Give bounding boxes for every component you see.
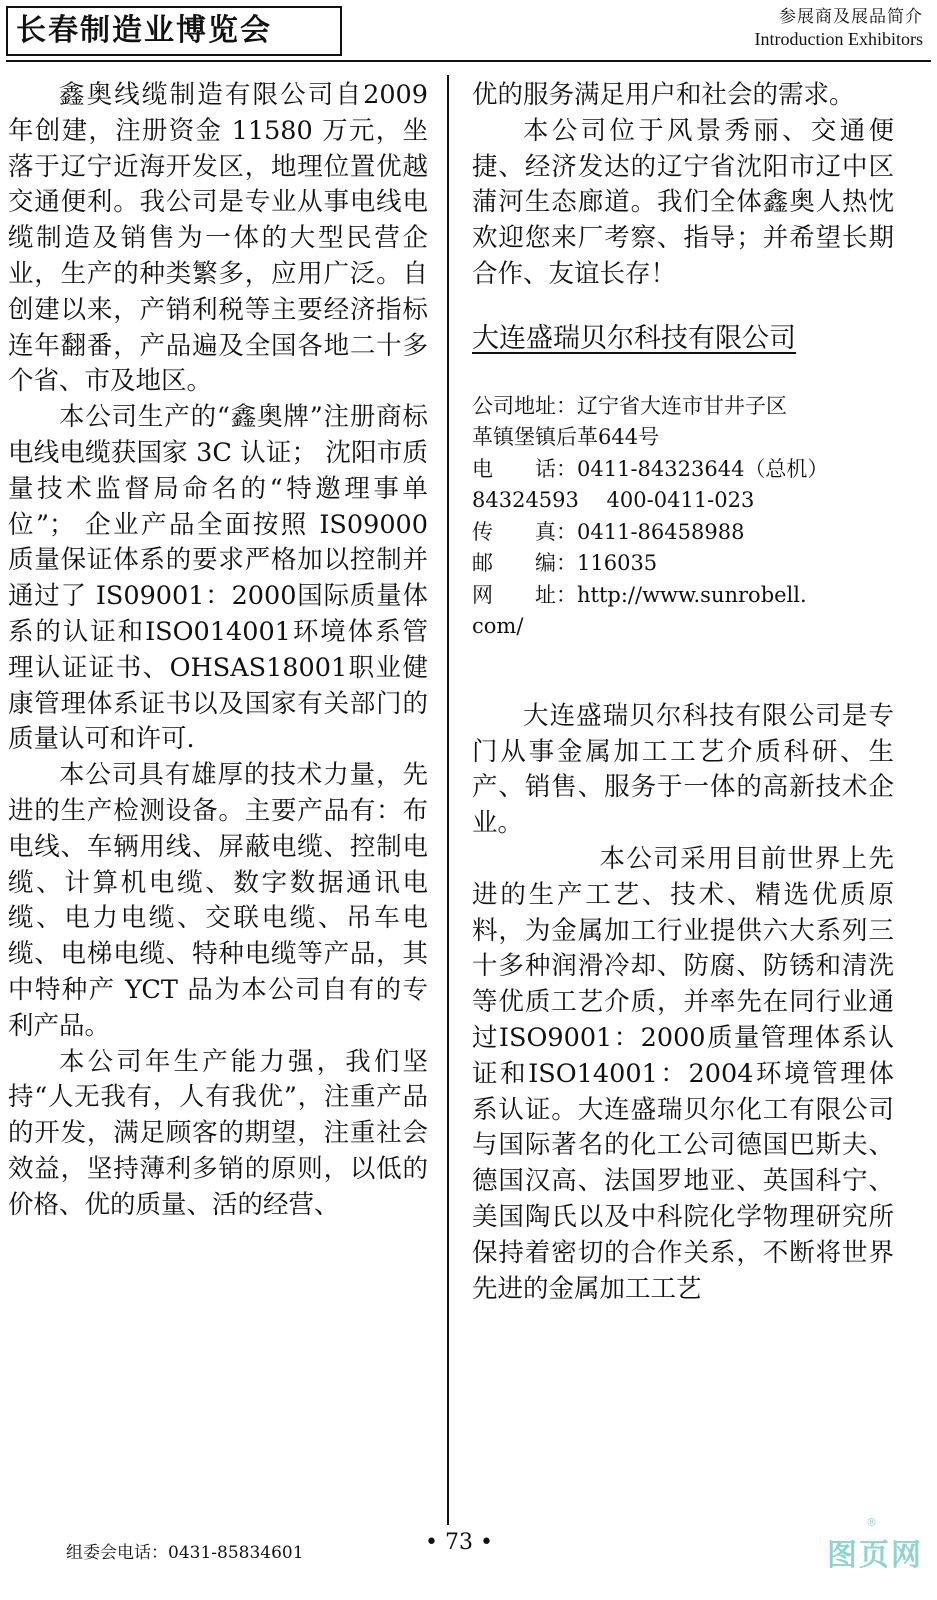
section-label-en: Introduction Exhibitors xyxy=(754,29,923,49)
contact-website-cont: com/ xyxy=(472,614,524,639)
paragraph-continuation: 优的服务满足用户和社会的需求。 xyxy=(472,80,855,110)
contact-block xyxy=(472,391,894,643)
paragraph: 本公司年生产能力强，我们坚持“人无我有，人有我优”，注重产品的开发，满足顾客的期望，注重社会效益，坚持薄利多销的原则，以低的价格、优的质量、活的经营、 xyxy=(8,1046,428,1220)
header-rule xyxy=(6,60,931,62)
column-divider xyxy=(447,75,449,1525)
contact-phone-cont: 84324593 400-0411-023 xyxy=(472,488,755,513)
registered-mark: ® xyxy=(866,1516,877,1529)
paragraph: 本公司具有雄厚的技术力量，先进的生产检测设备。主要产品有：布电线、车辆用线、屏蔽电缆、控制电缆、计算机电缆、数字数据通讯电缆、电力电缆、交联电缆、吊车电缆、电梯电缆、特种电缆等产品，其中特种产 YCT 品为本公司自有的专利产品。 xyxy=(8,760,428,1041)
contact-website: 网 址：http://www.sunrobell. xyxy=(472,582,807,607)
organizer-phone: 组委会电话：0431-85834601 xyxy=(66,1543,304,1563)
left-column xyxy=(8,78,428,1224)
contact-postcode: 邮 编：116035 xyxy=(472,551,658,576)
paragraph: 本公司采用目前世界上先进的生产工艺、技术、精选优质原料，为金属加工行业提供六大系列三十多种润滑冷却、防腐、防锈和清洗等优质工艺介质，并率先在同行业通过ISO9001：2000质量管理体系认证和ISO14001：2004环境管理体系认证。大连盛瑞贝尔化工有限公司与国际著名的化工公司德国巴斯夫、德国汉高、法国罗地亚、英国科宁、美国陶氏以及中科院化学物理研究所保持着密切的合作关系，不断将世界先进的金属加工工艺 xyxy=(472,843,894,1304)
contact-address: 公司地址：辽宁省大连市甘井子区 xyxy=(472,393,787,418)
page-header xyxy=(0,0,937,70)
section-label-cn: 参展商及展品简介 xyxy=(779,7,923,27)
contact-address-cont: 革镇堡镇后革644号 xyxy=(472,425,660,450)
contact-fax: 传 真：0411-86458988 xyxy=(472,519,745,544)
watermark-logo: 图页网 xyxy=(827,1538,923,1573)
right-column xyxy=(472,78,894,1307)
section-label xyxy=(755,6,923,50)
paragraph: 本公司位于风景秀丽、交通便捷、经济发达的辽宁省沈阳市辽中区蒲河生态廊道。我们全体鑫奥人热忱欢迎您来厂考察、指导；并希望长期合作、友谊长存！ xyxy=(472,115,894,289)
paragraph: 本公司生产的“鑫奥牌”注册商标电线电缆获国家 3C 认证； 沈阳市质量技术监督局命名的“特邀理事单位”； 企业产品全面按照 IS09000 质量保证体系的要求严格加以控制并通过了 IS09001：2000国际质量体系的认证和ISO014001环境体系管理认证证书、OHSAS18001职业健康管理体系证书以及国家有关部门的质量认可和许可. xyxy=(8,402,428,755)
page-number: • 73 • xyxy=(425,1530,493,1555)
contact-phone: 电 话：0411-84323644（总机） xyxy=(472,456,829,481)
paragraph: 大连盛瑞贝尔科技有限公司是专门从事金属加工工艺介质科研、生产、销售、服务于一体的高新技术企业。 xyxy=(472,700,894,839)
paragraph: 鑫奥线缆制造有限公司自2009 年创建，注册资金 11580 万元，坐落于辽宁近海开发区，地理位置优越交通便利。我公司是专业从事电线电缆制造及销售为一体的大型民营企业，生产的种类繁多，应用广泛。自创建以来，产销利税等主要经济指标连年翻番，产品遍及全国各地二十多个省、市及地区。 xyxy=(8,80,428,397)
company-title: 大连盛瑞贝尔科技有限公司 xyxy=(472,322,796,354)
expo-title: 长春制造业博览会 xyxy=(6,6,342,56)
